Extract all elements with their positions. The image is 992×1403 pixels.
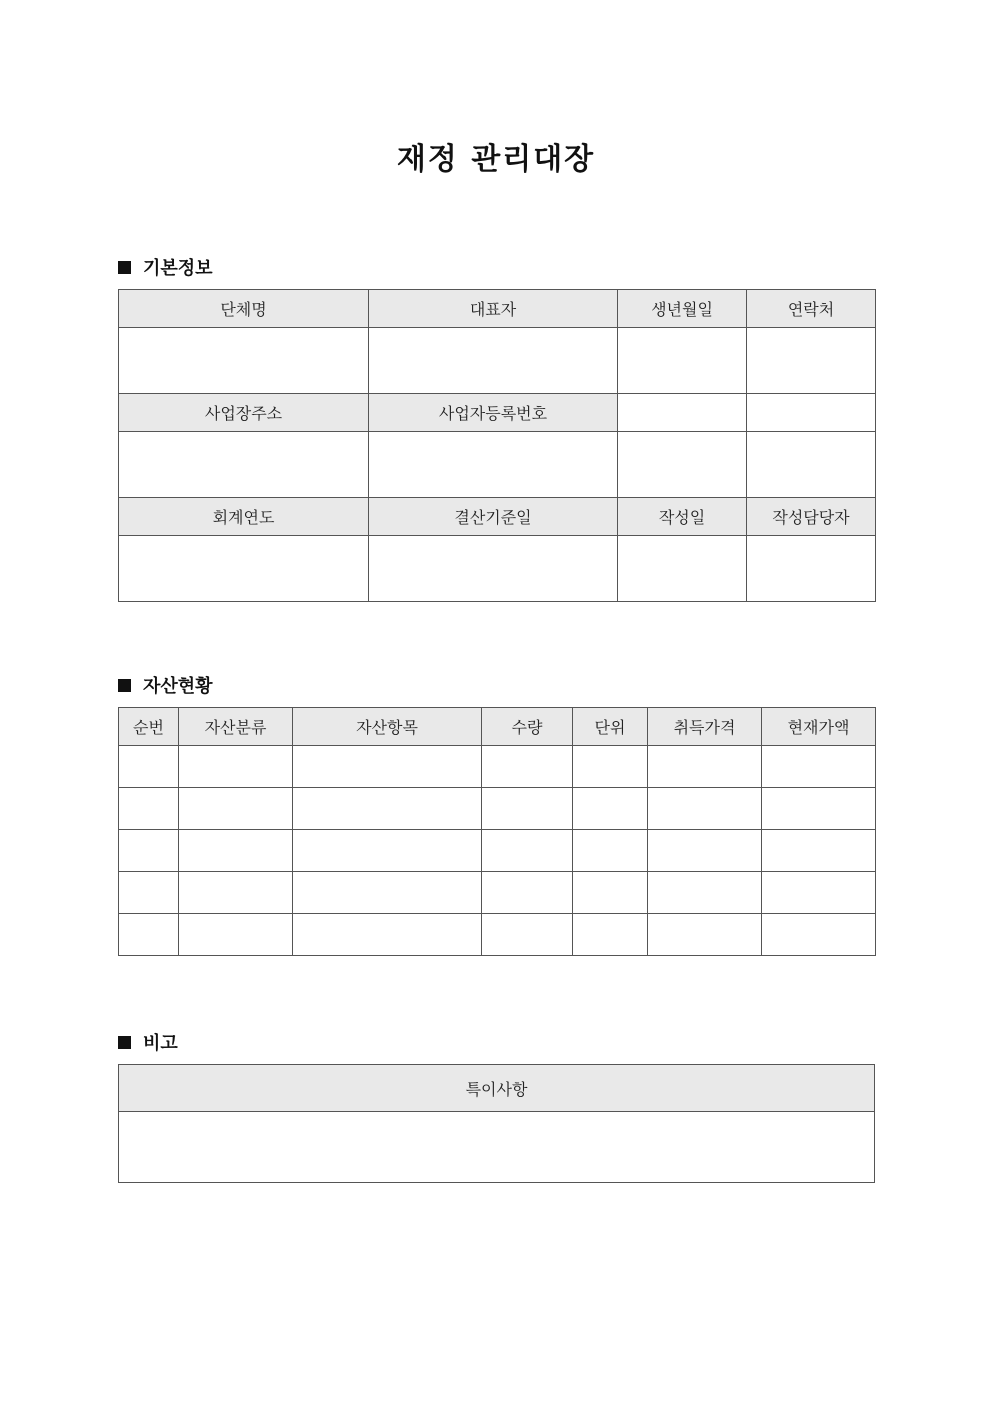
remarks-content-row	[119, 1112, 875, 1183]
section-remarks-heading	[118, 1029, 178, 1055]
header-business-reg-number: 사업자등록번호	[369, 394, 618, 432]
asset-cell[interactable]	[482, 872, 573, 914]
asset-cell[interactable]	[179, 872, 293, 914]
header-written-date: 작성일	[618, 498, 747, 536]
asset-cell[interactable]	[762, 746, 876, 788]
blank-cell[interactable]	[618, 394, 747, 432]
section-assets-label: 자산현황	[143, 676, 213, 697]
asset-cell[interactable]	[482, 914, 573, 956]
basic-value-row-1	[119, 328, 876, 394]
asset-cell[interactable]	[648, 914, 762, 956]
asset-cell[interactable]	[648, 788, 762, 830]
assets-header-row	[119, 708, 876, 746]
asset-cell[interactable]	[762, 788, 876, 830]
header-fiscal-year: 회계연도	[119, 498, 369, 536]
square-bullet-icon	[118, 679, 131, 692]
header-representative: 대표자	[369, 290, 618, 328]
header-unit: 단위	[573, 708, 648, 746]
asset-cell[interactable]	[573, 872, 648, 914]
header-acquisition-price: 취득가격	[648, 708, 762, 746]
header-business-address: 사업장주소	[119, 394, 369, 432]
asset-cell[interactable]	[573, 914, 648, 956]
header-contact: 연락처	[747, 290, 876, 328]
asset-cell[interactable]	[293, 830, 482, 872]
square-bullet-icon	[118, 261, 131, 274]
basic-header-row-3	[119, 498, 876, 536]
asset-cell[interactable]	[482, 788, 573, 830]
asset-cell[interactable]	[293, 872, 482, 914]
asset-cell[interactable]	[293, 914, 482, 956]
page-title: 재정 관리대장	[396, 142, 596, 177]
asset-cell[interactable]	[179, 788, 293, 830]
special-notes-field[interactable]	[119, 1112, 875, 1183]
header-seq: 순번	[119, 708, 179, 746]
value-business-address[interactable]	[119, 432, 369, 498]
asset-cell[interactable]	[762, 830, 876, 872]
value-business-reg-number[interactable]	[369, 432, 618, 498]
asset-cell[interactable]	[119, 746, 179, 788]
remarks-table	[118, 1064, 875, 1183]
header-asset-item: 자산항목	[293, 708, 482, 746]
header-settlement-date: 결산기준일	[369, 498, 618, 536]
blank-cell[interactable]	[747, 394, 876, 432]
section-basic-label: 기본정보	[143, 258, 213, 279]
asset-cell[interactable]	[119, 914, 179, 956]
asset-cell[interactable]	[482, 830, 573, 872]
asset-cell[interactable]	[762, 872, 876, 914]
section-basic-heading	[118, 254, 213, 280]
value-org-name[interactable]	[119, 328, 369, 394]
assets-table	[118, 707, 876, 956]
asset-cell[interactable]	[762, 914, 876, 956]
table-row	[119, 872, 876, 914]
basic-header-row-2	[119, 394, 876, 432]
asset-cell[interactable]	[482, 746, 573, 788]
value-written-date[interactable]	[618, 536, 747, 602]
table-row	[119, 830, 876, 872]
asset-cell[interactable]	[119, 788, 179, 830]
section-remarks-label: 비고	[143, 1033, 178, 1054]
blank-cell[interactable]	[618, 432, 747, 498]
asset-cell[interactable]	[179, 830, 293, 872]
table-row	[119, 914, 876, 956]
table-row	[119, 788, 876, 830]
header-birthdate: 생년월일	[618, 290, 747, 328]
value-birthdate[interactable]	[618, 328, 747, 394]
header-special-notes: 특이사항	[119, 1065, 875, 1112]
asset-cell[interactable]	[119, 872, 179, 914]
value-representative[interactable]	[369, 328, 618, 394]
asset-cell[interactable]	[293, 746, 482, 788]
header-writer: 작성담당자	[747, 498, 876, 536]
square-bullet-icon	[118, 1036, 131, 1049]
value-settlement-date[interactable]	[369, 536, 618, 602]
asset-cell[interactable]	[648, 872, 762, 914]
asset-cell[interactable]	[573, 746, 648, 788]
asset-cell[interactable]	[648, 830, 762, 872]
asset-cell[interactable]	[573, 788, 648, 830]
table-row	[119, 746, 876, 788]
value-writer[interactable]	[747, 536, 876, 602]
asset-cell[interactable]	[648, 746, 762, 788]
blank-cell[interactable]	[747, 432, 876, 498]
basic-value-row-3	[119, 536, 876, 602]
header-current-value: 현재가액	[762, 708, 876, 746]
asset-cell[interactable]	[293, 788, 482, 830]
header-org-name: 단체명	[119, 290, 369, 328]
asset-cell[interactable]	[119, 830, 179, 872]
basic-value-row-2	[119, 432, 876, 498]
header-quantity: 수량	[482, 708, 573, 746]
value-fiscal-year[interactable]	[119, 536, 369, 602]
asset-cell[interactable]	[179, 746, 293, 788]
header-asset-category: 자산분류	[179, 708, 293, 746]
asset-cell[interactable]	[179, 914, 293, 956]
value-contact[interactable]	[747, 328, 876, 394]
asset-cell[interactable]	[573, 830, 648, 872]
basic-header-row-1	[119, 290, 876, 328]
basic-info-table	[118, 289, 876, 602]
section-assets-heading	[118, 672, 213, 698]
remarks-header-row	[119, 1065, 875, 1112]
